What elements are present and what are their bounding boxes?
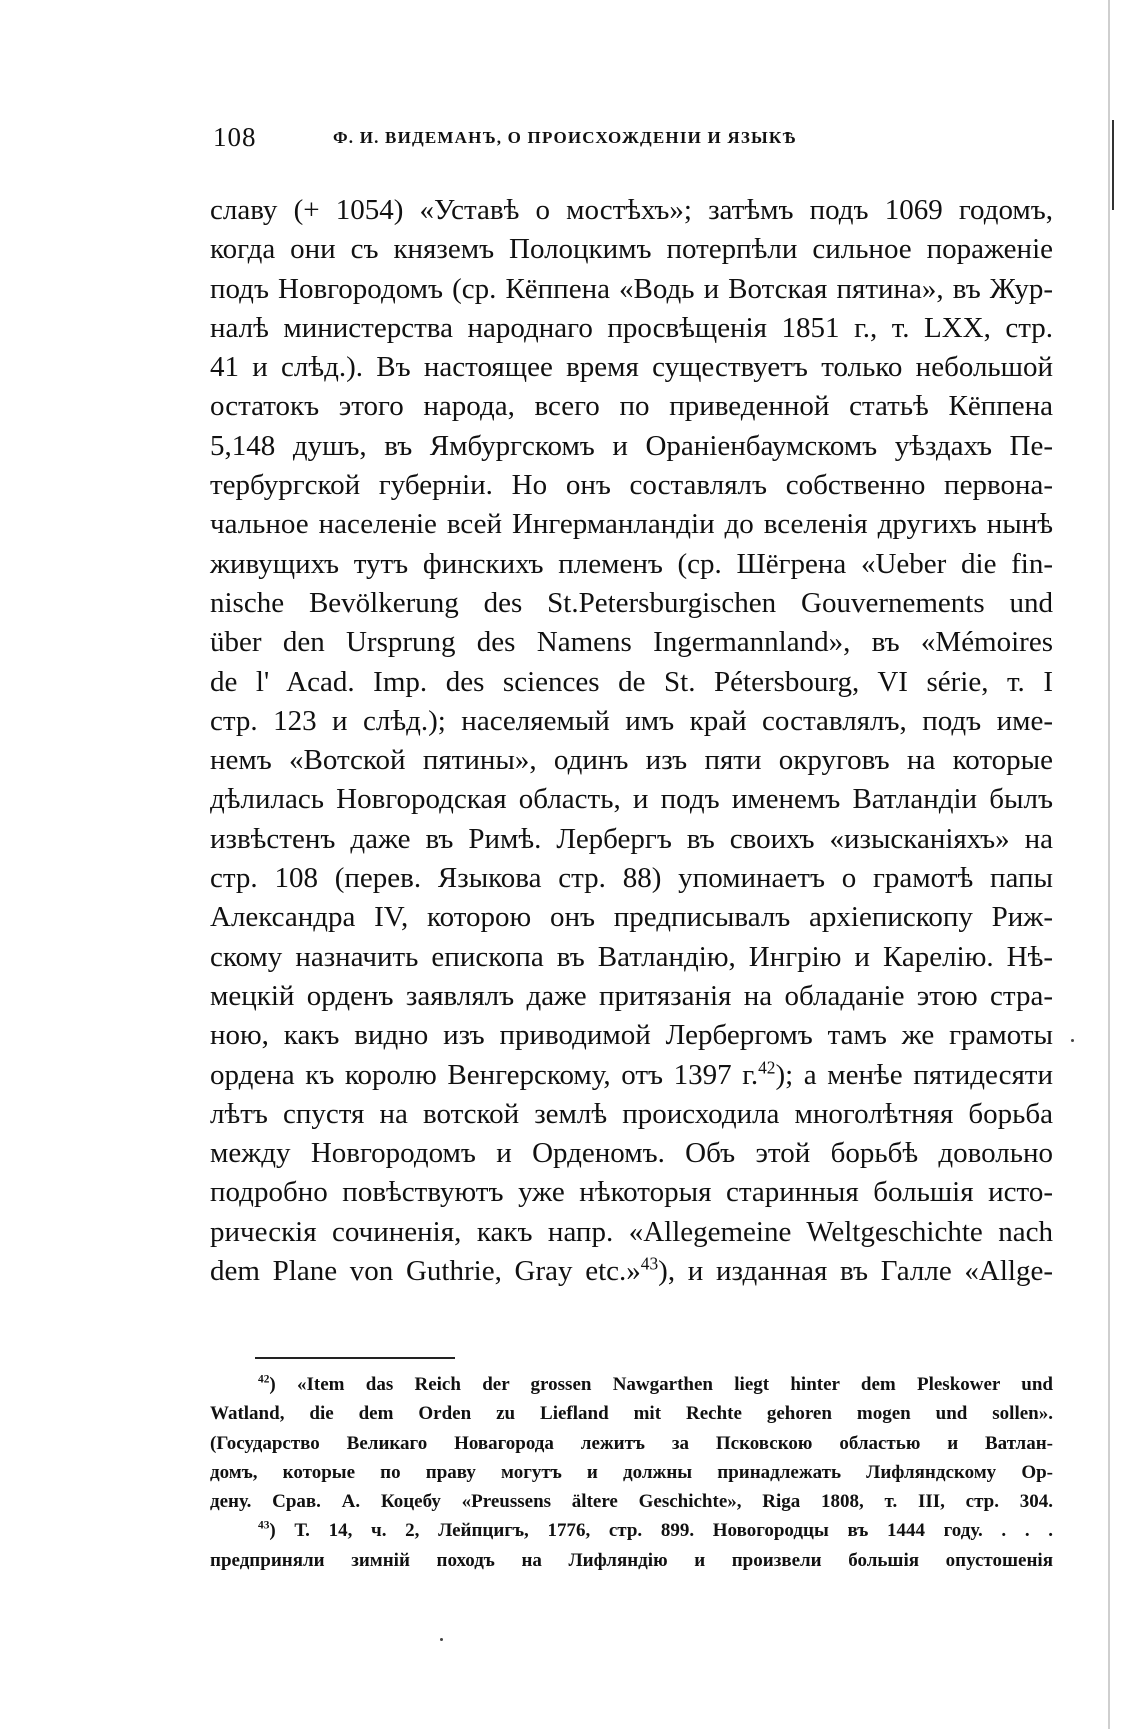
text-line: 5,148 душъ, въ Ямбургскомъ и Ораніенбаумскомъ уѣздахъ Пе-	[210, 429, 1053, 462]
text-line-end: ), и изданная въ Галле «Allge-	[658, 1255, 1053, 1288]
paper-speck	[440, 1638, 443, 1641]
text-line: немъ «Вотской пятины», одинъ изъ пяти округовъ на которые	[210, 744, 1053, 777]
text-line: мецкій орденъ заявлялъ даже притязанія на обладаніе этою стра-	[210, 979, 1053, 1012]
footnote-42-line: дену. Срав. А. Коцебу «Preussens ältere Geschichte», Riga 1808, т. III, стр. 304.	[210, 1491, 1053, 1513]
text-line: nische Bevölkerung des St.Petersburgischen Gouvernements und	[210, 586, 1053, 619]
footnote-ref-42[interactable]: 42	[758, 1056, 776, 1077]
text-line: остатокъ этого народа, всего по приведенной статьѣ Кёппена	[210, 390, 1053, 423]
text-line-end: ); а менѣе пятидесяти	[775, 1058, 1053, 1091]
footnote-43-text: ) Т. 14, ч. 2, Лейпцигъ, 1776, стр. 899. Новогородцы въ 1444 году. . . .	[269, 1520, 1053, 1542]
text-line: de l' Acad. Imp. des sciences de St. Pétersbourg, VI série, т. I	[210, 665, 1053, 698]
text-line-start: ордена къ королю Венгерскому, отъ 1397 г.	[210, 1058, 759, 1091]
footnote-mark-43: 43	[258, 1520, 270, 1533]
text-line: стр. 108 (перев. Языкова стр. 88) упоминаетъ о грамотѣ папы	[210, 862, 1053, 895]
paper-speck	[1071, 1039, 1074, 1042]
footnote-43-line: предприняли зимній походъ на Лифляндію и произвели большія опустошенія	[210, 1549, 1053, 1571]
text-line	[210, 1056, 1053, 1095]
text-line	[210, 1252, 1053, 1291]
page-binding-edge	[1108, 0, 1110, 1729]
text-line: über den Ursprung des Namens Ingermannland», въ «Mémoires	[210, 626, 1053, 659]
text-line: Александра IV, которою онъ предписывалъ архіепископу Риж-	[210, 901, 1053, 934]
footnote-separator	[255, 1357, 455, 1359]
text-line: скому назначить епископа въ Ватландію, Ингрію и Карелію. Нѣ-	[210, 940, 1053, 973]
text-line: славу (+ 1054) «Уставѣ о мостѣхъ»; затѣмъ подъ 1069 годомъ,	[210, 194, 1053, 226]
main-text	[210, 191, 1053, 1291]
page-header	[213, 122, 1043, 162]
text-line: когда они съ княземъ Полоцкимъ потерпѣли сильное пораженіе	[210, 233, 1053, 266]
page-binding-mark	[1112, 120, 1114, 210]
footnote-42-line: (Государство Великаго Новагорода лежитъ за Псковскою областью и Ватлан-	[210, 1432, 1053, 1454]
text-line: стр. 123 и слѣд.); населяемый имъ край составлялъ, подъ име-	[210, 704, 1053, 737]
text-line: живущихъ тутъ финскихъ племенъ (ср. Шёгрена «Ueber die fin-	[210, 547, 1053, 580]
text-line: чальное населеніе всей Ингерманландіи до вселенія другихъ нынѣ	[210, 508, 1053, 541]
text-line: 41 и слѣд.). Въ настоящее время существуетъ только небольшой	[210, 351, 1053, 384]
running-title: Ф. И. ВИДЕМАНЪ, О ПРОИСХОЖДЕНІИ И ЯЗЫКѢ	[333, 128, 797, 147]
text-line: подъ Новгородомъ (ср. Кёппена «Водь и Вотская пятина», въ Жур-	[210, 272, 1053, 305]
text-line: ною, какъ видно изъ приводимой Лербергомъ тамъ же грамоты	[210, 1019, 1053, 1052]
text-line: дѣлилась Новгородская область, и подъ именемъ Ватландіи былъ	[210, 783, 1053, 816]
footnote-mark-42: 42	[258, 1373, 270, 1386]
footnote-42-line	[210, 1370, 1053, 1399]
text-line: рическія сочиненія, какъ напр. «Allegemeine Weltgeschichte nach	[210, 1215, 1053, 1248]
footnote-42-line: домъ, которые по праву могутъ и должны принадлежать Лифляндскому Ор-	[210, 1461, 1053, 1483]
text-line: тербургской губерніи. Но онъ составлялъ собственно первона-	[210, 469, 1053, 502]
page-number: 108	[213, 122, 257, 152]
text-line: налѣ министерства народнаго просвѣщенія 1851 г., т. LXX, стр.	[210, 311, 1053, 344]
text-line: извѣстенъ даже въ Римѣ. Лербергъ въ своихъ «изысканіяхъ» на	[210, 822, 1053, 855]
footnote-43-line	[210, 1516, 1053, 1545]
footnote-ref-43[interactable]: 43	[640, 1253, 659, 1274]
footnote-42-line: Watland, die dem Orden zu Liefland mit Rechte gehoren mogen und sollen».	[210, 1403, 1053, 1425]
footnotes	[210, 1370, 1053, 1575]
text-line: подробно повѣствуютъ уже нѣкоторыя старинныя большія исто-	[210, 1176, 1053, 1209]
footnote-42-text: ) «Item das Reich der grossen Nawgarthen liegt hinter dem Pleskower und	[269, 1374, 1053, 1395]
text-line: лѣтъ спустя на вотской землѣ происходила многолѣтняя борьба	[210, 1097, 1053, 1130]
text-line: между Новгородомъ и Орденомъ. Объ этой борьбѣ довольно	[210, 1137, 1053, 1170]
text-line-start: dem Plane von Guthrie, Gray etc.»	[210, 1255, 641, 1288]
